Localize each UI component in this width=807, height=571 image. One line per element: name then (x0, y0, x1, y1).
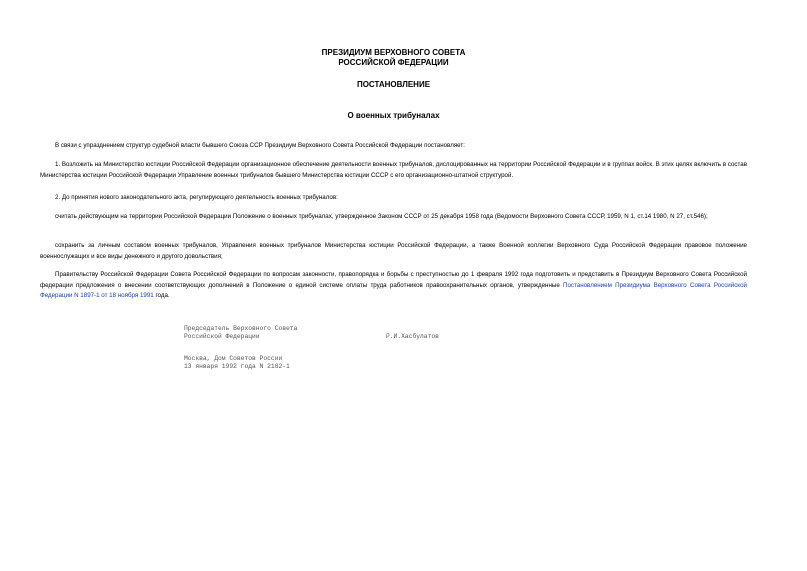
paragraph-government-instruction (40, 270, 747, 302)
paragraph-ending: года. (153, 292, 170, 299)
issuer-line-2: РОССИЙСКОЙ ФЕДЕРАЦИИ (338, 58, 449, 67)
paragraph-text: Правительству Российской Федерации Совета Российской Федерации по вопросам законности, правопорядка и борьбы с преступностью до 1 февраля 1992 года подготовить и представить в Президиум Верховного Совета Российской федерации предложения о внесении соответствующих дополнений в Положение о единой системе оплаты труда работников правоохранительных органов, утвержденные (40, 271, 747, 289)
signatory-position-line-1: Председатель Верховного Совета (184, 325, 298, 332)
signing-date-number: 13 января 1992 года N 2182-1 (184, 363, 290, 370)
paragraph-preamble: В связи с упразднением структур судебной власти бывшего Союза ССР Президиум Верховного Совета Российской Федерации постановляет: (55, 142, 465, 149)
signing-place: Москва, Дом Советов России (184, 355, 283, 362)
signatory-position-line-2: Российской Федерации (184, 333, 260, 340)
document-type: ПОСТАНОВЛЕНИЕ (356, 80, 431, 89)
issuer-line-1: ПРЕЗИДИУМ ВЕРХОВНОГО СОВЕТА (321, 48, 466, 57)
document-title: О военных трибуналах (347, 111, 440, 120)
document-page (40, 0, 787, 571)
paragraph-item-1: 1. Возложить на Министерство юстиции Российской Федерации организационное обеспечение деятельности военных трибуналов, дислоцированных на территории Российской Федерации и в группах войск. В этих целях включить в состав Министерства юстиции Российской Федерации Управление военных трибуналов бывшего Министерства юстиции СССР с его организационно-штатной структурой. (40, 161, 747, 179)
paragraph-item-2-sub-1: считать действующим на территории Российской Федерации Положение о военных трибуналах, утвержденное Законом СССР от 25 декабря 1958 года (Ведомости Верховного Совета СССР, 1959, N 1, ст.14 1980, N 27, ст.546); (55, 213, 708, 220)
resolution-link[interactable]: Постановлением Президиума Верховного Совета Российской Федерации N 1897-1 от 18 ноября 1991 (40, 281, 747, 299)
signatory-name: Р.И.Хасбулатов (386, 333, 439, 340)
paragraph-item-2-sub-2: сохранить за личным составом военных трибуналов, Управления военных трибуналов Министерства юстиции Российской Федерации, а также Военной коллегии Верховного Суда Российской Федерации правовое положение военнослужащих и все виды денежного и другого довольствия; (40, 242, 747, 260)
paragraph-item-2: 2. До принятия нового законодательного акта, регулирующего деятельность военных трибуналов: (55, 194, 338, 201)
